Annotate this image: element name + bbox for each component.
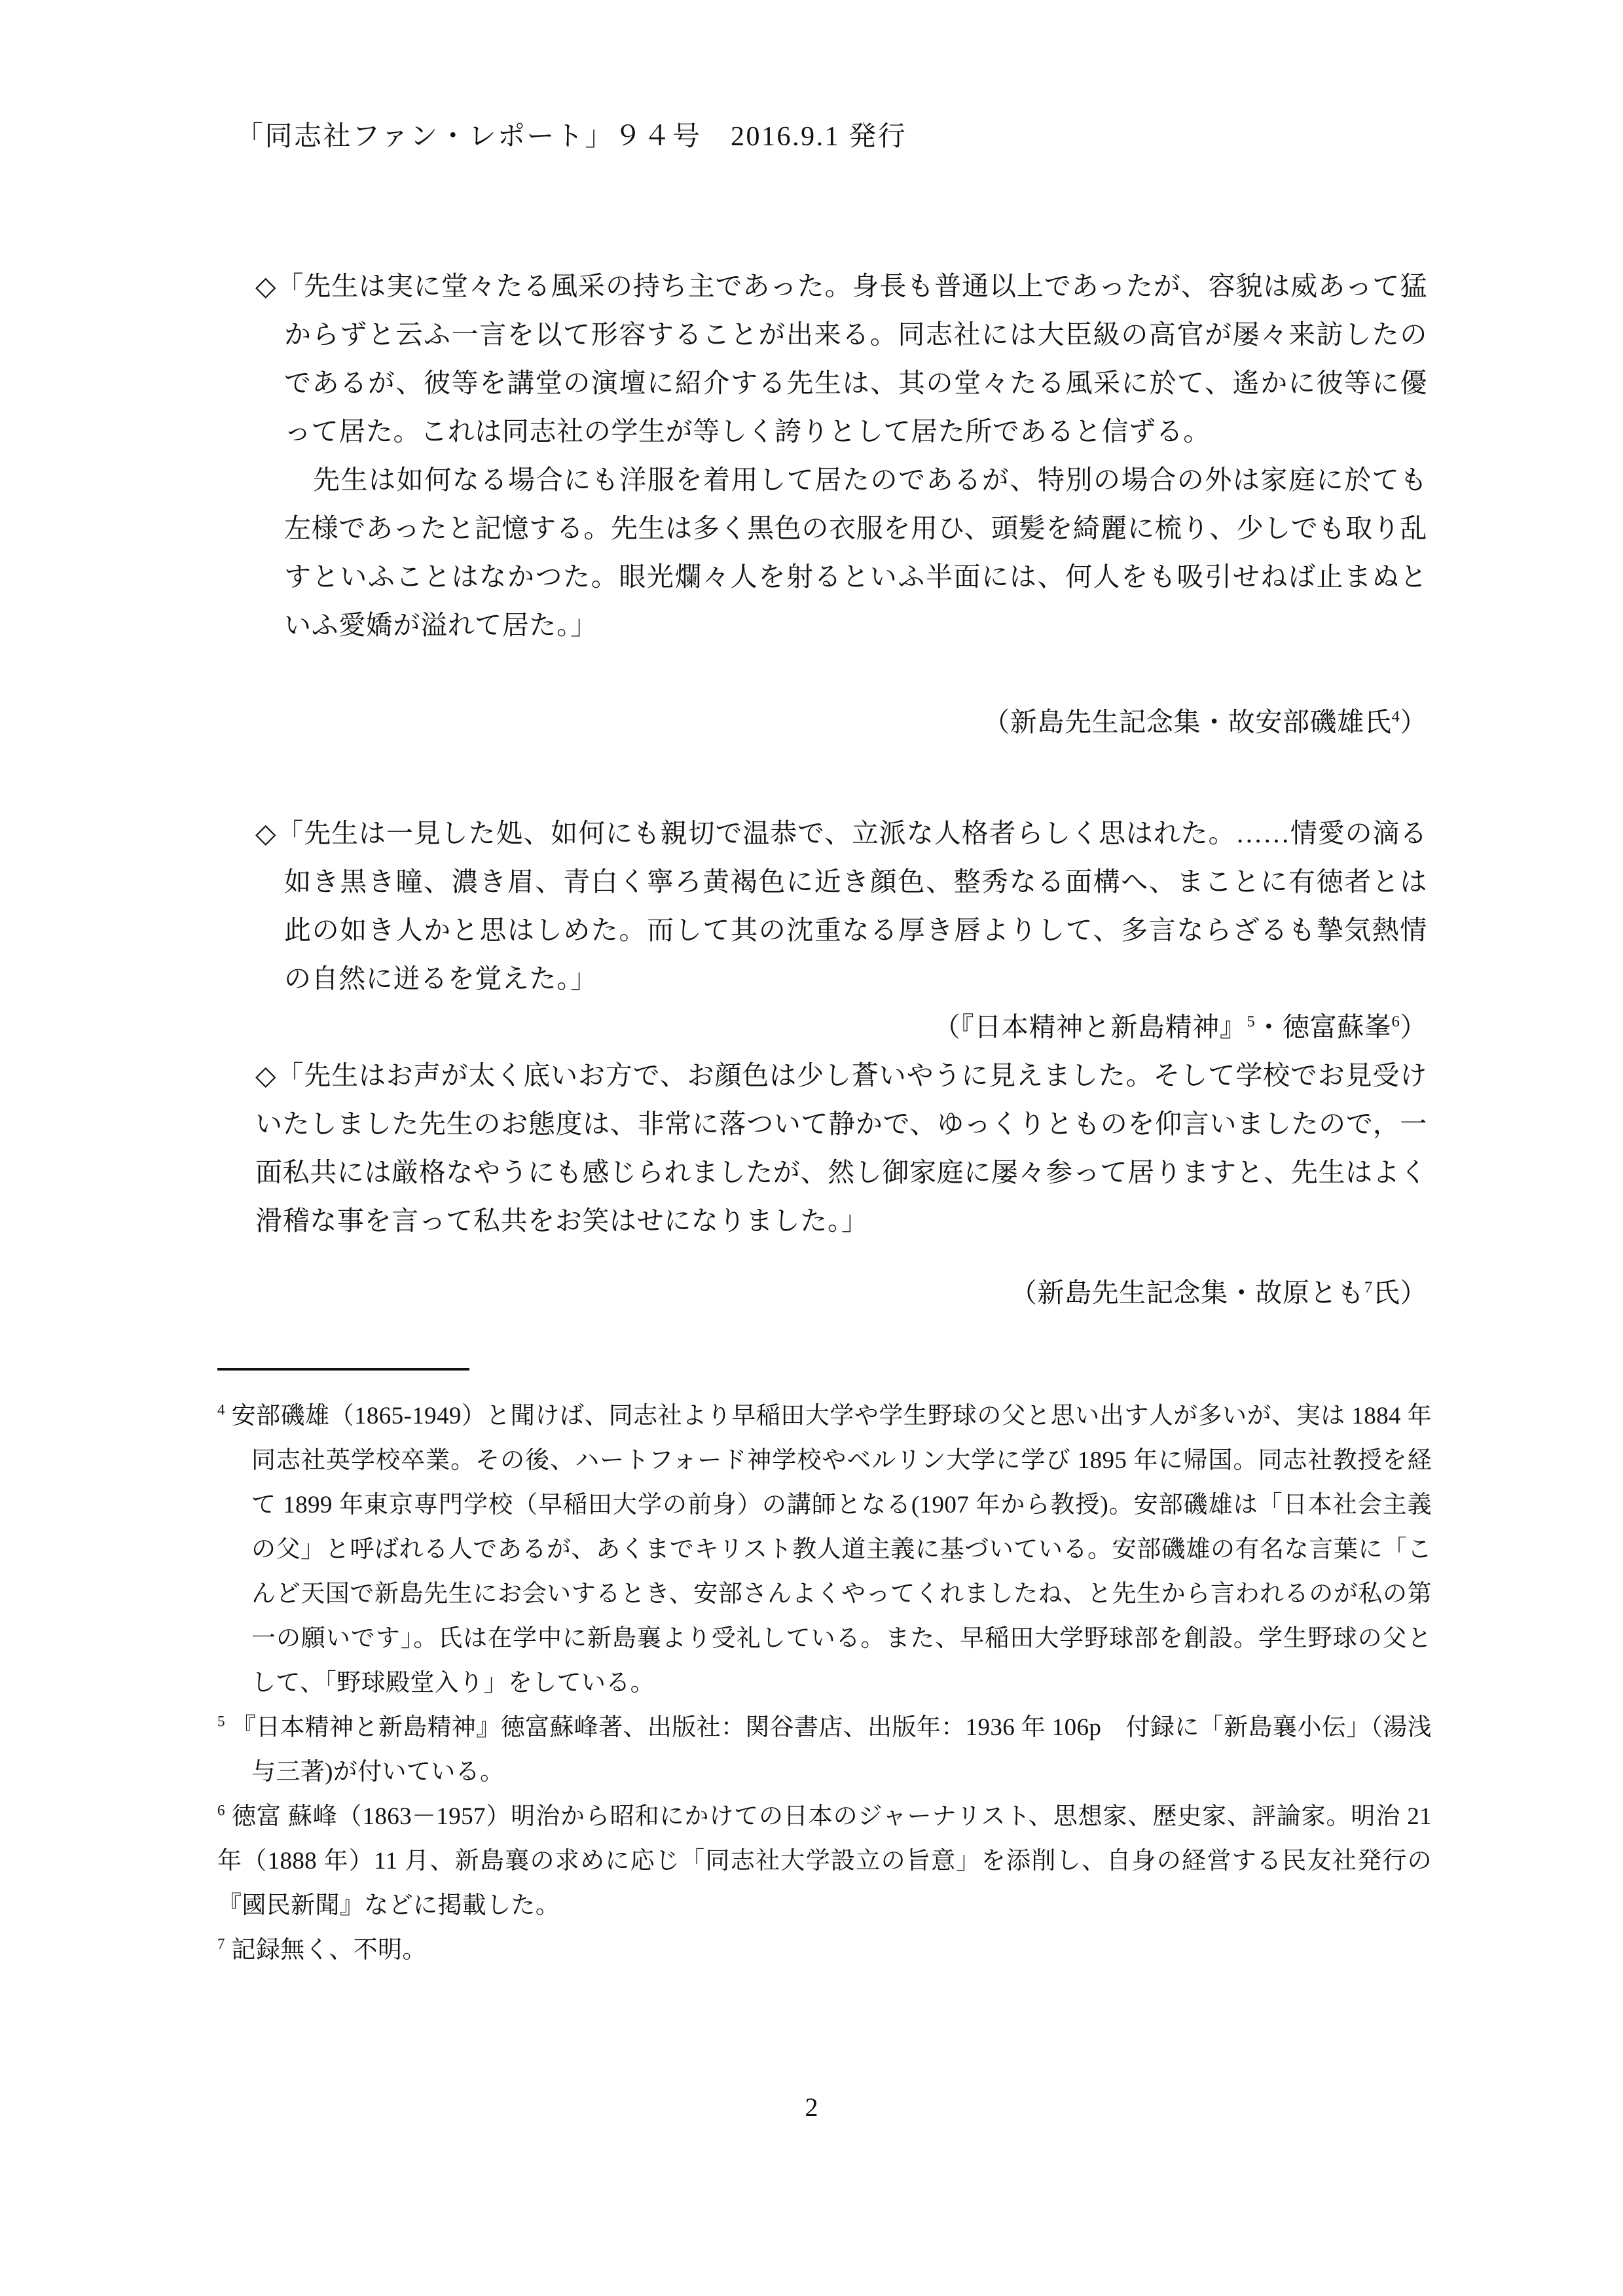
footnote-marker-4: 4	[217, 1401, 225, 1418]
quote-1-attribution	[255, 698, 1427, 746]
footnotes-region	[217, 1394, 1432, 1973]
footnote-text-4: 安部磯雄（1865-1949）と聞けば、同志社より早稲田大学や学生野球の父と思い出す人が多いが、実は 1884 年同志社英学校卒業。その後、ハートフォード神学校やベルリン大学に学び 1895 年に帰国。同志社教授を経て 1899 年東京専門学校（早稲田大学の前身）の講師となる(1907 年から教授)。安部磯雄は「日本社会主義の父」と呼ばれる人であるが、あくまでキリスト教人道主義に基づいている。安部磯雄の有名な言葉に「こんど天国で新島先生にお会いするとき、安部さんよくやってくれましたね、と先生から言われるのが私の第一の願いです」。氏は在学中に新島襄より受礼している。また、早稲田大学野球部を創設。学生野球の父として、「野球殿堂入り」をしている。	[231, 1403, 1432, 1696]
quote-3-attribution-source: （新島先生記念集・故原とも	[1010, 1278, 1364, 1308]
footnote-text-6: 徳富 蘇峰（1863－1957）明治から昭和にかけての日本のジャーナリスト、思想家、歴史家、評論家。明治 21 年（1888 年）11 月、新島襄の求めに応じ「同志社大学設立の旨意」を添削し、自身の経営する民友社発行の『國民新聞』などに掲載した。	[217, 1803, 1432, 1919]
quote-2-attribution-source: （『日本精神と新島精神』	[933, 1012, 1247, 1042]
footnote-text-5: 『日本精神と新島精神』徳富蘇峰著、出版社：関谷書店、出版年：1936 年 106p 付録に「新島襄小伝」（湯浅与三著)が付いている。	[231, 1714, 1432, 1785]
quote-1-attribution-source: （新島先生記念集・故安部磯雄氏	[983, 707, 1392, 737]
spacer	[255, 649, 1427, 698]
footnote-ref-6[interactable]: 6	[1391, 1013, 1400, 1031]
quote-3-attribution	[255, 1268, 1427, 1317]
document-header-title: 「同志社ファン・レポート」９４号 2016.9.1 発行	[236, 122, 907, 152]
footnote-item-5	[217, 1706, 1432, 1795]
quote-3-paragraph-1: ◇「先生はお声が太く底いお方で、お顔色は少し蒼いやうに見えました。そして学校でお見受けいたしました先生のお態度は、非常に落ついて静かで、ゆっくりとものを仰言いましたので，一面私共には厳格なやうにも感じられましたが、然し御家庭に屡々参って居りますと、先生はよく滑稽な事を言って私共をお笑はせになりました。」	[255, 1060, 1427, 1236]
quote-2-attribution-author: ・徳富蘇峯	[1255, 1012, 1392, 1042]
page-number: 2	[805, 2092, 818, 2122]
footnote-item-6	[217, 1795, 1432, 1928]
spacer	[255, 1245, 1427, 1268]
quote-block-2	[255, 809, 1427, 1003]
quote-2-paragraph-1: ◇「先生は一見した処、如何にも親切で温恭で、立派な人格者らしく思はれた。……情愛の滴る如き黒き瞳、濃き眉、青白く寧ろ黄褐色に近き顔色、整秀なる面構へ、まことに有徳者とは此の如き人かと思はしめた。而して其の沈重なる厚き唇よりして、多言ならざるも摯気熱情の自然に迸るを覚えた。」	[255, 818, 1427, 994]
quote-3-attribution-close: 氏）	[1372, 1278, 1427, 1308]
footnote-ref-7[interactable]: 7	[1364, 1278, 1373, 1297]
spacer	[255, 746, 1427, 809]
footnote-marker-6: 6	[217, 1802, 225, 1819]
footnote-text-7: 記録無く、不明。	[231, 1937, 427, 1964]
quote-block-1	[255, 262, 1427, 649]
footnote-ref-5[interactable]: 5	[1247, 1013, 1256, 1031]
footnote-separator-rule	[217, 1368, 469, 1371]
quote-2-attribution-close: ）	[1400, 1012, 1427, 1042]
footnote-item-7	[217, 1928, 1432, 1973]
quote-block-3	[255, 1051, 1427, 1245]
quotes-region	[255, 262, 1427, 1317]
footnote-marker-7: 7	[217, 1935, 225, 1952]
footnote-marker-5: 5	[217, 1713, 225, 1730]
quote-1-paragraph-1: ◇「先生は実に堂々たる風采の持ち主であった。身長も普通以上であったが、容貌は威あって猛からずと云ふ一言を以て形容することが出来る。同志社には大臣級の高官が屡々来訪したのであるが、彼等を講堂の演壇に紹介する先生は、其の堂々たる風采に於て、遙かに彼等に優って居た。これは同志社の学生が等しく誇りとして居た所であると信ずる。	[255, 271, 1427, 446]
quote-1-attribution-close: ）	[1400, 707, 1427, 737]
quote-2-attribution	[255, 1003, 1427, 1051]
footnote-ref-4[interactable]: 4	[1391, 708, 1400, 726]
quote-1-paragraph-2: 先生は如何なる場合にも洋服を着用して居たのであるが、特別の場合の外は家庭に於ても左様であったと記憶する。先生は多く黒色の衣服を用ひ、頭髪を綺麗に梳り、少しでも取り乱すといふことはなかつた。眼光爛々人を射るといふ半面には、何人をも吸引せねば止まぬといふ愛嬌が溢れて居た。」	[284, 465, 1427, 640]
footnote-item-4	[217, 1394, 1432, 1706]
